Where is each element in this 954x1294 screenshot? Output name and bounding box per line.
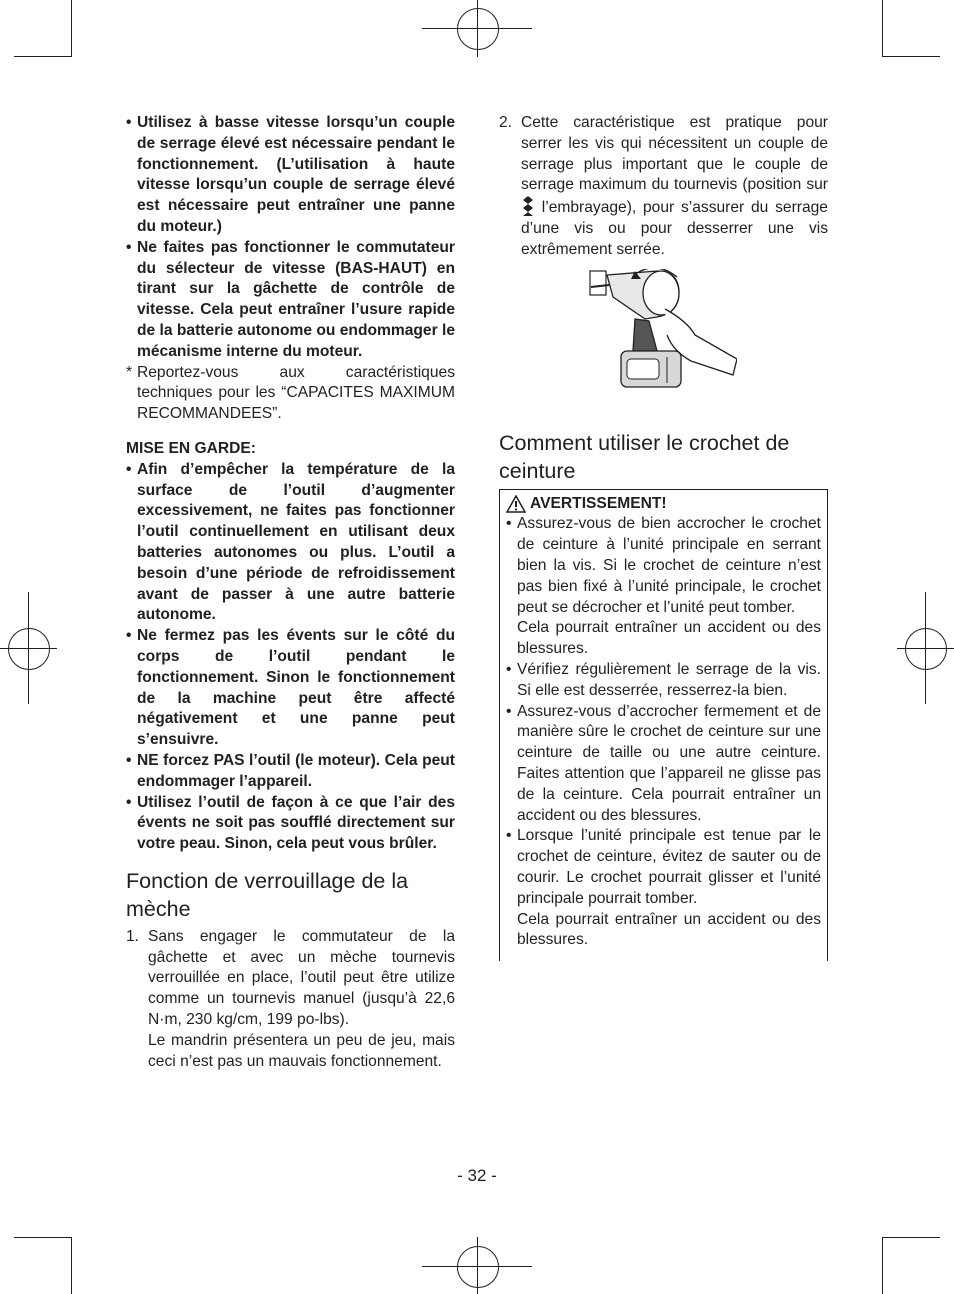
page-number: - 32 - [457,1166,497,1185]
numbered-step: 2. Cette caractéristique est pratique pour serrer les vis qui nécessitent un couple de serrage plus important que le couple de serrage maximum du tournevis (position sur l’embrayage), pour s’assurer du serrage d’une vis ou pour desserrer une vis extrêmement serrée. [499,114,828,258]
drill-illustration [587,269,737,397]
list-item: • Lorsque l’unité principale est tenue par le crochet de ceinture, évitez de sauter ou de courir. Le crochet pourrait glisser et l’unité principale pourrait tomber. Cela pourrait entraîner un accident ou des blessures. [506,827,821,949]
list-item: • Utilisez à basse vitesse lorsqu’un couple de serrage élevé est nécessaire pendant le fonctionnement. (L’utilisation à haute vitesse lorsqu’un couple de serrage élevé est nécessaire peut entraîner une panne du moteur.) [126,114,455,235]
footnote: * Reportez-vous aux caractéristiques techniques pour les “CAPACITES MAXIMUM RECOMMANDEES”. [126,363,455,423]
warning-heading: AVERTISSEMENT! [506,494,821,515]
section-title-bit-lock: Fonction de verrouillage de la mèche [126,868,409,921]
list-item: • NE forcez PAS l’outil (le moteur). Cela peut endommager l’appareil. [126,751,455,790]
list-item: • Afin d’empêcher la température de la surface de l’outil d’augmenter excessivement, ne faites pas fonctionner l’outil continuellement en utilisant deux batteries autonomes ou plus. L’outil a besoin d’une période de refroidissement avant de passer à une autre batterie autonome. [126,460,455,624]
list-item: • Ne fermez pas les évents sur le côté du corps de l’outil pendant le fonctionnement. Sinon le fonctionnement de la machine peut être affecté négativement et une panne peut s’ensuivre. [126,627,455,749]
warning-box [499,489,828,962]
section-title-belt-hook: Comment utiliser le crochet de ceinture [499,430,790,483]
list-item: • Assurez-vous d’accrocher fermement et de manière sûre le crochet de ceinture sur une ceinture de taille ou une autre ceinture. Faites attention que l’appareil ne glisse pas de la ceinture. Cela pourrait entraîner un accident ou des blessures. [506,702,821,824]
list-item: • Utilisez l’outil de façon à ce que l’air des évents ne soit pas soufflé directement sur votre peau. Sinon, cela peut vous brûler. [126,793,455,853]
numbered-step: 1. Sans engager le commutateur de la gâchette et avec un mèche tournevis verrouillée en place, l’outil peut être utilize comme un tournevis manuel (jusqu’à 22,6 N·m, 230 kg/cm, 199 po-lbs). Le mandrin présentera un peu de jeu, mais ceci n’est pas un mauvais fonctionnement. [126,927,455,1070]
list-item: • Ne faites pas fonctionner le commutateur du sélecteur de vitesse (BAS-HAUT) en tirant sur la gâchette de contrôle de vitesse. Cela peut entraîner l’usure rapide de la batterie autonome ou endommager le mécanisme interne du moteur. [126,238,456,360]
left-column [126,113,455,1072]
warning-triangle-icon [506,495,526,513]
list-item: • Assurez-vous de bien accrocher le crochet de ceinture à l’unité principale en serrant bien la vis. Si le crochet de ceinture n’est pas bien fixé à l’unité principale, le crochet peut se décrocher et l’unité peut tomber. Cela pourrait entraîner un accident ou des blessures. [506,515,821,658]
drill-clutch-icon [523,196,533,216]
caution-title: MISE EN GARDE: [126,439,256,457]
right-column [499,113,828,961]
list-item: • Vérifiez régulièrement le serrage de la vis. Si elle est desserrée, resserrez-la bien. [506,660,821,699]
